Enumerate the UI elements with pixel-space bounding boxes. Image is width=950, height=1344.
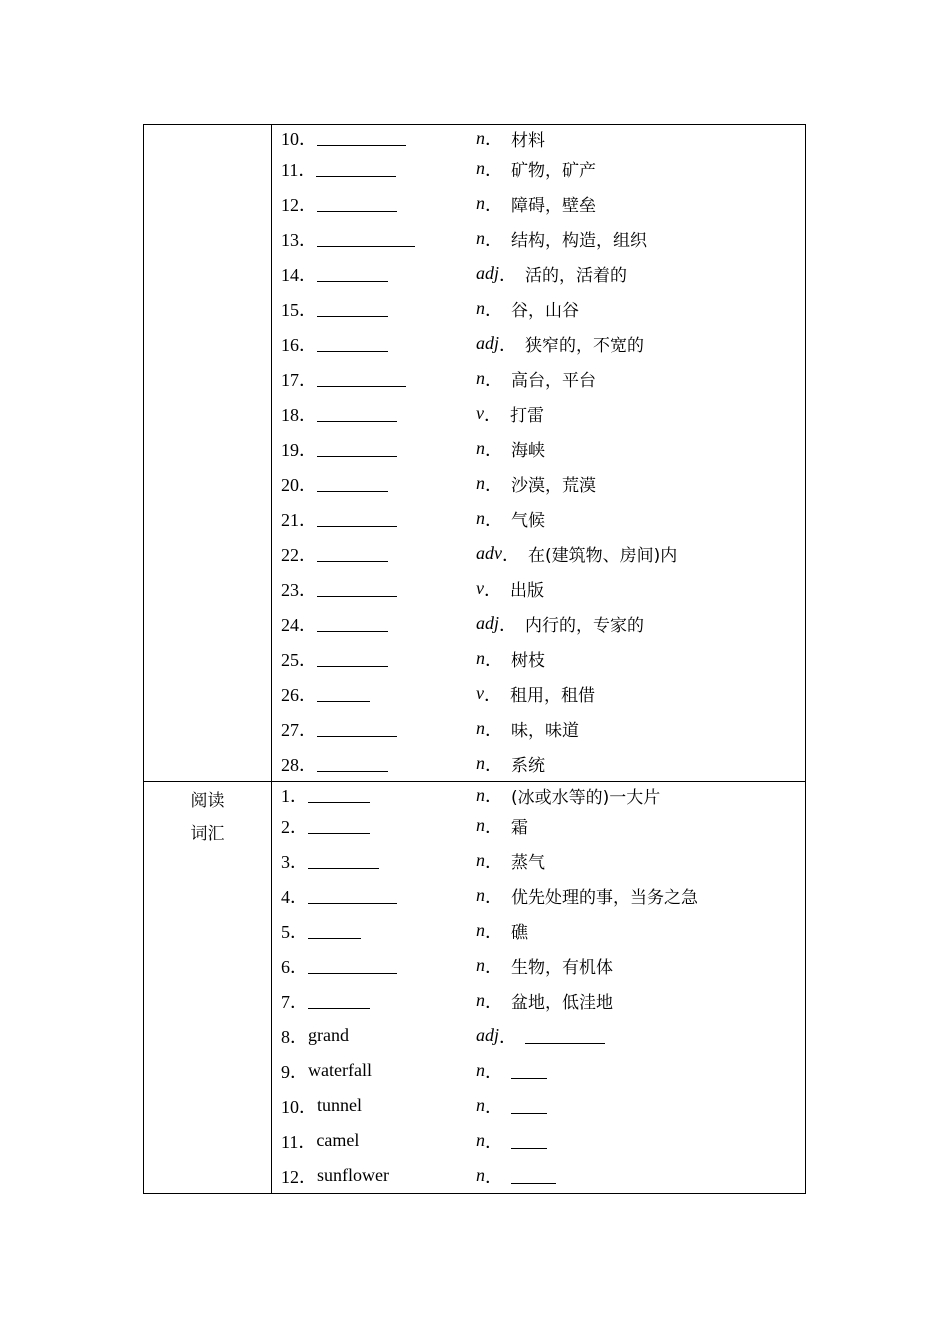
word-list	[272, 125, 805, 781]
item-number: 13．	[281, 229, 317, 250]
answer-blank[interactable]	[308, 923, 361, 939]
definition-column	[476, 541, 677, 567]
list-item	[272, 291, 805, 326]
definition-column	[476, 782, 660, 808]
part-of-speech: n	[476, 753, 485, 773]
chinese-definition: 味，味道	[511, 721, 579, 741]
part-of-speech: v	[476, 403, 484, 423]
part-of-speech: n	[476, 1095, 485, 1115]
item-number: 10．	[281, 129, 317, 149]
definition-column	[476, 751, 545, 777]
answer-blank[interactable]	[308, 853, 379, 869]
list-item	[272, 808, 805, 843]
list-item	[272, 326, 805, 361]
separator-dot: ．	[485, 816, 503, 837]
term-column	[281, 848, 476, 874]
part-of-speech: n	[476, 508, 485, 528]
definition-column	[476, 1128, 547, 1154]
definition-column	[476, 646, 545, 672]
item-number: 9．	[281, 1061, 308, 1082]
list-item	[272, 843, 805, 878]
term-column	[281, 191, 476, 217]
definition-column	[476, 576, 544, 602]
definition-column	[476, 848, 545, 874]
term-column	[281, 1128, 476, 1154]
separator-dot: ．	[484, 684, 502, 705]
chinese-definition: 蒸气	[511, 853, 545, 873]
term-column	[281, 1093, 476, 1119]
answer-blank[interactable]	[511, 1098, 547, 1114]
part-of-speech: n	[476, 1130, 485, 1150]
part-of-speech: v	[476, 578, 484, 598]
definition-column	[476, 1163, 556, 1189]
english-word: tunnel	[317, 1095, 362, 1115]
definition-column	[476, 261, 627, 287]
list-item	[272, 983, 805, 1018]
definition-column	[476, 191, 596, 217]
chinese-definition: 系统	[511, 756, 545, 776]
definition-column	[476, 471, 596, 497]
separator-dot: ．	[484, 404, 502, 425]
list-item	[272, 1088, 805, 1123]
term-column	[281, 611, 476, 637]
item-number: 10．	[281, 1096, 317, 1117]
answer-blank[interactable]	[317, 406, 397, 422]
term-column	[281, 226, 476, 252]
term-column	[281, 366, 476, 392]
separator-dot: ．	[499, 264, 518, 285]
item-number: 20．	[281, 474, 317, 495]
word-list-cell-1	[272, 125, 806, 782]
chinese-definition: 礁	[511, 923, 528, 943]
answer-blank[interactable]	[317, 616, 388, 632]
answer-blank[interactable]	[308, 787, 370, 803]
separator-dot: ．	[485, 1061, 503, 1082]
list-item	[272, 571, 805, 606]
term-column	[281, 646, 476, 672]
answer-blank[interactable]	[317, 651, 388, 667]
chinese-definition: 障碍，壁垒	[511, 196, 596, 216]
separator-dot: ．	[485, 1166, 503, 1187]
chinese-definition: 内行的，专家的	[525, 616, 645, 636]
chinese-definition: 结构，构造，组织	[511, 231, 647, 251]
separator-dot: ．	[485, 1096, 503, 1117]
item-number: 5．	[281, 921, 308, 942]
term-column	[281, 401, 476, 427]
separator-dot: ．	[499, 614, 518, 635]
item-number: 12．	[281, 1166, 317, 1187]
answer-blank[interactable]	[308, 818, 370, 834]
part-of-speech: n	[476, 850, 485, 870]
term-column	[281, 1023, 476, 1049]
item-number: 14．	[281, 264, 317, 285]
answer-blank[interactable]	[317, 511, 397, 527]
item-number: 8．	[281, 1026, 308, 1047]
term-column	[281, 436, 476, 462]
item-number: 7．	[281, 991, 308, 1012]
separator-dot: ．	[502, 544, 520, 565]
part-of-speech: n	[476, 648, 485, 668]
separator-dot: ．	[485, 991, 503, 1012]
answer-blank[interactable]	[317, 756, 388, 772]
answer-blank[interactable]	[317, 441, 397, 457]
part-of-speech: adj	[476, 263, 500, 283]
term-column	[281, 918, 476, 944]
part-of-speech: n	[476, 784, 485, 805]
list-item	[272, 221, 805, 256]
definition-column	[476, 296, 579, 322]
part-of-speech: adj	[476, 613, 500, 633]
list-item	[272, 396, 805, 431]
chinese-definition: 生物，有机体	[511, 958, 613, 978]
term-column	[281, 953, 476, 979]
term-column	[281, 296, 476, 322]
answer-blank[interactable]	[317, 196, 397, 212]
answer-blank[interactable]	[317, 476, 388, 492]
list-item	[272, 948, 805, 983]
chinese-definition: 出版	[510, 581, 544, 601]
part-of-speech: n	[476, 1060, 485, 1080]
definition-column	[476, 436, 545, 462]
chinese-definition: 优先处理的事，当务之急	[511, 888, 698, 908]
item-number: 1．	[281, 786, 308, 806]
list-item	[272, 186, 805, 221]
definition-column	[476, 506, 545, 532]
part-of-speech: n	[476, 193, 485, 213]
definition-column	[476, 125, 545, 151]
separator-dot: ．	[485, 509, 503, 530]
definition-column	[476, 681, 595, 707]
term-column	[281, 156, 476, 182]
separator-dot: ．	[485, 786, 503, 806]
list-item	[272, 1053, 805, 1088]
answer-blank[interactable]	[317, 130, 406, 146]
separator-dot: ．	[485, 159, 503, 180]
answer-blank[interactable]	[317, 721, 397, 737]
item-number: 11．	[281, 1131, 317, 1152]
list-item	[272, 536, 805, 571]
answer-blank[interactable]	[317, 266, 388, 282]
item-number: 16．	[281, 334, 317, 355]
list-item	[272, 151, 805, 186]
list-item	[272, 501, 805, 536]
item-number: 21．	[281, 509, 317, 530]
list-item	[272, 606, 805, 641]
item-number: 6．	[281, 956, 308, 977]
definition-column	[476, 988, 613, 1014]
answer-blank[interactable]	[511, 1133, 547, 1149]
list-item	[272, 431, 805, 466]
part-of-speech: v	[476, 683, 484, 703]
list-item	[272, 782, 805, 808]
separator-dot: ．	[485, 439, 503, 460]
definition-column	[476, 918, 528, 944]
word-list	[272, 782, 805, 1193]
separator-dot: ．	[485, 229, 503, 250]
answer-blank[interactable]	[308, 888, 397, 904]
answer-blank[interactable]	[317, 686, 370, 702]
chinese-definition: 沙漠，荒漠	[511, 476, 596, 496]
list-item	[272, 125, 805, 151]
answer-blank[interactable]	[317, 301, 388, 317]
list-item	[272, 1123, 805, 1158]
term-column	[281, 471, 476, 497]
chinese-definition: 狭窄的，不宽的	[525, 336, 645, 356]
separator-dot: ．	[485, 1131, 503, 1152]
list-item	[272, 711, 805, 746]
definition-column	[476, 1058, 547, 1084]
chinese-definition: 租用，租借	[510, 686, 595, 706]
chinese-definition: 海峡	[511, 441, 545, 461]
definition-column	[476, 953, 613, 979]
list-item	[272, 676, 805, 711]
chinese-definition: 矿物，矿产	[511, 161, 596, 181]
part-of-speech: n	[476, 718, 485, 738]
term-column	[281, 1163, 476, 1189]
term-column	[281, 541, 476, 567]
definition-column	[476, 1023, 605, 1049]
separator-dot: ．	[485, 754, 503, 775]
part-of-speech: n	[476, 815, 485, 835]
definition-column	[476, 156, 596, 182]
list-item	[272, 641, 805, 676]
item-number: 27．	[281, 719, 317, 740]
separator-dot: ．	[485, 299, 503, 320]
part-of-speech: n	[476, 920, 485, 940]
definition-column	[476, 883, 698, 909]
part-of-speech: adj	[476, 1025, 500, 1045]
part-of-speech: n	[476, 473, 485, 493]
english-word: waterfall	[308, 1060, 372, 1080]
term-column	[281, 681, 476, 707]
category-label: 阅读	[190, 791, 225, 811]
answer-blank[interactable]	[308, 958, 397, 974]
separator-dot: ．	[485, 369, 503, 390]
separator-dot: ．	[485, 649, 503, 670]
item-number: 24．	[281, 614, 317, 635]
chinese-definition: 活的，活着的	[525, 266, 628, 286]
english-word: sunflower	[317, 1165, 389, 1185]
term-column	[281, 331, 476, 357]
item-number: 28．	[281, 754, 317, 775]
item-number: 12．	[281, 194, 317, 215]
part-of-speech: n	[476, 990, 485, 1010]
term-column	[281, 1058, 476, 1084]
category-cell-2	[144, 782, 272, 1194]
term-column	[281, 751, 476, 777]
definition-column	[476, 226, 647, 252]
chinese-definition: 打雷	[510, 406, 544, 426]
part-of-speech: n	[476, 955, 485, 975]
part-of-speech: n	[476, 158, 485, 178]
term-column	[281, 883, 476, 909]
separator-dot: ．	[485, 886, 503, 907]
chinese-definition: 谷，山谷	[511, 301, 579, 321]
item-number: 25．	[281, 649, 317, 670]
category-label: 词汇	[190, 824, 225, 844]
term-column	[281, 988, 476, 1014]
list-item	[272, 256, 805, 291]
list-item	[272, 1018, 805, 1053]
item-number: 19．	[281, 439, 317, 460]
english-word: camel	[316, 1130, 360, 1150]
part-of-speech: n	[476, 127, 485, 148]
separator-dot: ．	[499, 334, 518, 355]
part-of-speech: n	[476, 885, 485, 905]
answer-blank[interactable]	[317, 336, 388, 352]
separator-dot: ．	[485, 129, 503, 149]
definition-column	[476, 1093, 547, 1119]
table-section-2	[144, 782, 806, 1194]
chinese-definition: (冰或水等的)一大片	[511, 787, 661, 808]
answer-blank[interactable]	[525, 1028, 605, 1044]
answer-blank[interactable]	[317, 546, 388, 562]
chinese-definition: 高台，平台	[511, 371, 596, 391]
chinese-definition: 气候	[511, 511, 545, 531]
item-number: 26．	[281, 684, 317, 705]
separator-dot: ．	[485, 851, 503, 872]
list-item	[272, 361, 805, 396]
table-section-1	[144, 125, 806, 782]
list-item	[272, 466, 805, 501]
item-number: 22．	[281, 544, 317, 565]
term-column	[281, 261, 476, 287]
term-column	[281, 506, 476, 532]
definition-column	[476, 331, 644, 357]
definition-column	[476, 716, 579, 742]
part-of-speech: n	[476, 1165, 485, 1185]
item-number: 17．	[281, 369, 317, 390]
chinese-definition: 在(建筑物、房间)内	[528, 546, 678, 566]
chinese-definition: 霜	[511, 818, 528, 838]
word-list-cell-2	[272, 782, 806, 1194]
answer-blank[interactable]	[317, 371, 406, 387]
answer-blank[interactable]	[317, 581, 397, 597]
item-number: 11．	[281, 159, 317, 180]
list-item	[272, 878, 805, 913]
list-item	[272, 746, 805, 781]
item-number: 18．	[281, 404, 317, 425]
part-of-speech: n	[476, 368, 485, 388]
separator-dot: ．	[485, 956, 503, 977]
item-number: 4．	[281, 886, 308, 907]
item-number: 3．	[281, 851, 308, 872]
separator-dot: ．	[484, 579, 502, 600]
part-of-speech: adv	[476, 543, 502, 563]
definition-column	[476, 813, 528, 839]
separator-dot: ．	[485, 921, 503, 942]
answer-blank[interactable]	[316, 161, 396, 177]
item-number: 2．	[281, 816, 308, 837]
answer-blank[interactable]	[511, 1063, 547, 1079]
vocabulary-table	[143, 124, 806, 1194]
answer-blank[interactable]	[317, 231, 415, 247]
category-cell-1	[144, 125, 272, 782]
part-of-speech: n	[476, 298, 485, 318]
part-of-speech: n	[476, 438, 485, 458]
term-column	[281, 125, 476, 151]
part-of-speech: n	[476, 228, 485, 248]
definition-column	[476, 366, 596, 392]
term-column	[281, 576, 476, 602]
definition-column	[476, 611, 644, 637]
term-column	[281, 782, 476, 808]
answer-blank[interactable]	[511, 1168, 556, 1184]
english-word: grand	[308, 1025, 349, 1045]
term-column	[281, 813, 476, 839]
separator-dot: ．	[499, 1026, 518, 1047]
answer-blank[interactable]	[308, 993, 370, 1009]
part-of-speech: adj	[476, 333, 500, 353]
item-number: 23．	[281, 579, 317, 600]
chinese-definition: 树枝	[511, 651, 545, 671]
list-item	[272, 1158, 805, 1193]
list-item	[272, 913, 805, 948]
separator-dot: ．	[485, 474, 503, 495]
item-number: 15．	[281, 299, 317, 320]
separator-dot: ．	[485, 194, 503, 215]
chinese-definition: 材料	[511, 130, 545, 151]
term-column	[281, 716, 476, 742]
chinese-definition: 盆地，低洼地	[511, 993, 613, 1013]
definition-column	[476, 401, 544, 427]
separator-dot: ．	[485, 719, 503, 740]
